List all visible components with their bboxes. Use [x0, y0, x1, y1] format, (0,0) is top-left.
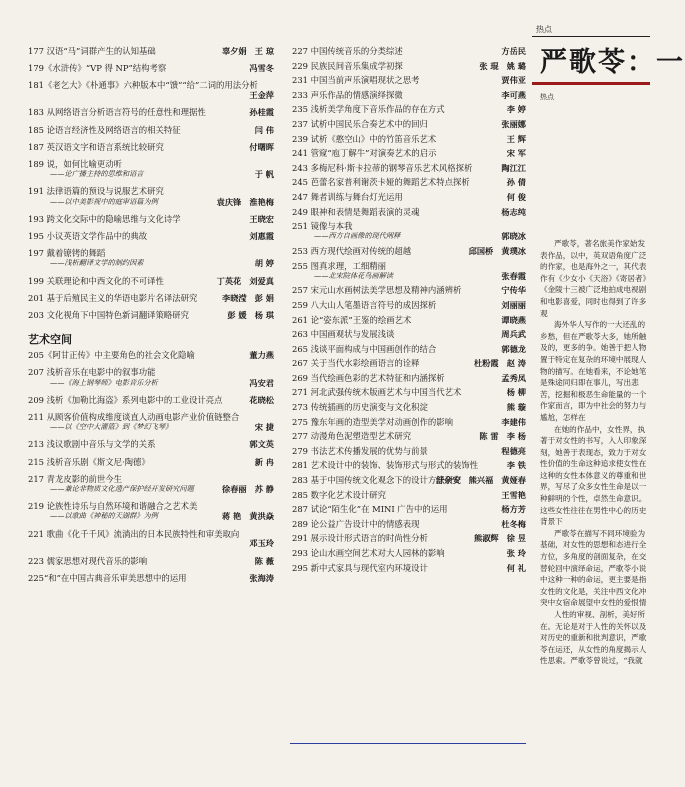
toc-entry-author: 李可燕: [501, 89, 526, 100]
toc-entry[interactable]: [292, 134, 526, 144]
spacer: [28, 269, 274, 276]
side-article-paragraph: 严歌苓，著名旅美作家始发表作品，以中，英双语角度广泛的作家，也是海外之一，其代表作有《少女小《天浴》《寄居者》《金陵十三被广泛地拍成电视剧和电影喜爱，同时也得到了许多观: [540, 239, 647, 318]
toc-entry[interactable]: [28, 367, 274, 387]
toc-entry[interactable]: [292, 104, 526, 114]
toc-entry-author: 冯安君: [249, 377, 274, 388]
toc-entry[interactable]: [292, 387, 526, 397]
toc-entry[interactable]: [292, 163, 526, 173]
toc-entry[interactable]: [28, 107, 274, 117]
spacer: [28, 56, 274, 63]
side-title-bar: [532, 82, 650, 85]
toc-entry[interactable]: [28, 310, 274, 320]
toc-entry-title: 257 宋元山水画树法美学思想及精神内涵辨析: [292, 285, 462, 296]
toc-entry-author: 张丽娜: [501, 118, 526, 129]
toc-entry-author: 邱国桥 黄璞冰: [468, 245, 526, 256]
toc-entry-author: 孙 倩: [506, 177, 526, 188]
toc-entry-author: 李建伟: [501, 416, 526, 427]
toc-entry[interactable]: [28, 457, 274, 467]
toc-entry[interactable]: [292, 119, 526, 129]
toc-entry-title: 187 英汉语文字和语言系统比较研究: [28, 141, 164, 152]
toc-entry[interactable]: [292, 75, 526, 85]
toc-entry[interactable]: [28, 439, 274, 449]
toc-entry-title: 223 儒家思想对现代音乐的影响: [28, 555, 148, 566]
toc-entry-title: 179《水浒传》“VP 得 NP”结构考察: [28, 63, 167, 74]
toc-entry[interactable]: [292, 315, 526, 325]
toc-entry-title: 279 书法艺术传播发展的优势与前景: [292, 445, 428, 456]
toc-entry[interactable]: [292, 475, 526, 485]
toc-entry[interactable]: [292, 90, 526, 100]
toc-entry-title: 283 基于中国传统文化观念下的设计方法研究: [292, 475, 462, 486]
toc-entry-author: 贾伟亚: [501, 75, 526, 86]
toc-entry-author: 孟秀凤: [501, 372, 526, 383]
toc-entry-author: 王雪艳: [501, 489, 526, 500]
toc-entry-title: 271 河北武强传统木版画艺术与中国当代艺术: [292, 387, 462, 398]
toc-entry-author: 郭晓冰: [501, 231, 526, 242]
toc-entry[interactable]: [292, 300, 526, 310]
toc-entry[interactable]: [292, 417, 526, 427]
spacer: [28, 118, 274, 125]
spacer: [28, 450, 274, 457]
toc-entry[interactable]: [28, 276, 274, 286]
toc-entry[interactable]: [292, 246, 526, 256]
toc-entry-title: 231 中国当前声乐演唱现状之思考: [292, 75, 420, 86]
toc-entry-title: 255 图真求理，工细精丽: [292, 260, 387, 271]
spacer: [28, 583, 274, 590]
toc-entry-title: 181《老乞大》《朴通事》六种版本中“馈”“给”二词的用法分析: [28, 80, 258, 91]
toc-entry-author: 彭 媛 杨 琪: [227, 310, 274, 321]
spacer: [28, 100, 274, 107]
spacer: [28, 405, 274, 412]
toc-entry-author: 李 婷: [506, 104, 526, 115]
toc-entry-title: 253 西方现代绘画对传统的超越: [292, 245, 412, 256]
toc-entry-title: 243 多梅尼科·斯卡拉蒂的钢琴音乐艺术风格探析: [292, 162, 473, 173]
toc-entry-subtitle: ——浅析翻译文学的制约因素: [50, 258, 144, 268]
toc-entry-title: 251 镜像与本我: [292, 221, 353, 232]
toc-entry-author: 何 礼: [506, 562, 526, 573]
toc-entry-author: 舒余安 熊兴福 黄娅春: [435, 475, 526, 486]
toc-entry-author: 陈 薇: [254, 555, 274, 566]
spacer: [28, 549, 274, 556]
toc-entry-subtitle: ——论广播主持的思维和语言: [50, 169, 144, 179]
toc-entry-author: 刘丽丽: [501, 299, 526, 310]
toc-entry[interactable]: [28, 214, 274, 224]
toc-entry-title: 227 中国传统音乐的分类综述: [292, 46, 403, 56]
toc-entry-author: 徐春丽 苏 静: [222, 484, 274, 495]
toc-entry[interactable]: [28, 412, 274, 432]
toc-entry-title: 233 声乐作品的情感演绎探微: [292, 89, 403, 100]
toc-entry-author: 张海涛: [249, 572, 274, 583]
toc-entry-author: 王金萍: [249, 90, 274, 101]
spacer: [292, 573, 526, 577]
toc-entry-title: 199 关联理论和中西文化的不可译性: [28, 275, 164, 286]
toc-entry-subtitle: ——以《空中大灌篮》到《梦幻飞琴》: [50, 422, 173, 432]
toc-entry-title: 273 传统插画的历史演变与文化积淀: [292, 402, 428, 413]
toc-entry[interactable]: [28, 159, 274, 179]
toc-entry-author: 刘惠霞: [249, 231, 274, 242]
toc-entry-author: 郭德龙: [501, 343, 526, 354]
spacer: [28, 303, 274, 310]
toc-entry-author: 王 辉: [506, 133, 526, 144]
toc-entry[interactable]: [28, 573, 274, 583]
toc-entry-title: 183 从网络语言分析语言符号的任意性和理据性: [28, 107, 206, 118]
spacer: [28, 432, 274, 439]
toc-entry-title: 285 数字化艺术设计研究: [292, 489, 387, 500]
spacer: [28, 179, 274, 186]
toc-entry-author: 张春霞: [501, 270, 526, 281]
spacer: [28, 224, 274, 231]
toc-entry[interactable]: [292, 402, 526, 412]
side-article-paragraph: 人性的审视、剖析，美好所在。无论是对于人性的关怀以及对历史的重新和批判意识，严歌苓在运还，从女性的角度揭示人性思索。严歌苓曾说过，“我就: [540, 610, 647, 666]
toc-entry-author: 方岳民: [501, 46, 526, 56]
toc-entry-title: 207 浅析音乐在电影中的叙事功能: [28, 367, 156, 378]
toc-entry-author: 陈 雷 李 杨: [479, 431, 526, 442]
toc-entry[interactable]: [292, 61, 526, 71]
toc-entry[interactable]: [28, 529, 274, 549]
toc-entry-title: 249 眼神和表情是舞蹈表演的灵魂: [292, 206, 420, 217]
toc-entry[interactable]: [292, 519, 526, 529]
toc-entry-title: 289 论公益广告设计中的情感表现: [292, 518, 420, 529]
toc-entry-title: 219 论族性诗乐与自然环境和谐融合之艺术美: [28, 501, 198, 512]
toc-entry-author: 杨方芳: [501, 504, 526, 515]
toc-entry[interactable]: [292, 373, 526, 383]
toc-column-right: [292, 46, 526, 577]
toc-entry-title: 205《阿甘正传》中主要角色的社会文化隐喻: [28, 350, 195, 361]
toc-entry-title: 275 豫东年画的造型美学对动画创作的影响: [292, 416, 454, 427]
toc-entry[interactable]: [28, 80, 274, 100]
spacer: [28, 73, 274, 80]
toc-entry-author: 李晓滢 彭 娟: [222, 292, 274, 303]
toc-entry[interactable]: [28, 125, 274, 135]
toc-entry-title: 247 舞者训练与舞台灯光运用: [292, 191, 403, 202]
side-article-paragraph: 严歌苓在描写不同环境验为基础，对女性的思想和态进行全方位，多角度的剖面复杂，在交替轮回中演绎命运，严歌苓小说中这种一种的命运，更主要是指女性的文化是，关注中西文化冲突中女宿命展望中女性的爱恨情: [540, 528, 647, 608]
toc-entry-author: 辜夕娟 王 琼: [222, 46, 274, 56]
toc-entry-title: 177 汉语“马”词群产生的认知基础: [28, 46, 156, 56]
toc-entry-title: 277 动漫角色泥塑造型艺术研究: [292, 431, 412, 442]
toc-entry-author: 宋 军: [506, 148, 526, 159]
toc-entry-author: 袁庆锋 淮艳梅: [216, 196, 274, 207]
toc-entry-author: 宋 捷: [254, 422, 274, 433]
toc-column-left: [28, 46, 274, 590]
toc-entry[interactable]: [292, 548, 526, 558]
toc-entry[interactable]: [28, 395, 274, 405]
toc-entry-author: 孙桂霞: [249, 107, 274, 118]
side-section-tag-2: 热点: [540, 93, 554, 101]
toc-entry-author: 蒋 艳 黄洪焱: [222, 511, 274, 522]
toc-entry-author: 李 铁: [506, 460, 526, 471]
toc-entry-author: 杜冬梅: [501, 518, 526, 529]
toc-entry-title: 267 关于当代水彩绘画语言的诠释: [292, 358, 420, 369]
toc-entry[interactable]: [292, 177, 526, 187]
toc-entry-author: 邓玉玲: [249, 538, 274, 549]
toc-entry-author: 郭文英: [249, 439, 274, 450]
toc-entry[interactable]: [28, 556, 274, 566]
toc-entry-title: 203 文化视角下中国特色新词翻译策略研究: [28, 310, 190, 321]
toc-entry-author: 何 俊: [506, 191, 526, 202]
toc-entry-title: 261 论“姿东派”王鉴的绘画艺术: [292, 314, 412, 325]
toc-entry-author: 谭晓燕: [501, 314, 526, 325]
toc-entry-author: 董力燕: [249, 350, 274, 361]
toc-entry-title: 185 论语言经济性及网络语言的相关特征: [28, 124, 181, 135]
toc-entry[interactable]: [292, 329, 526, 339]
toc-entry-author: 周兵武: [501, 329, 526, 340]
toc-entry-title: 211 从顾客价值构成维度谈直人动画电影产业价值链整合: [28, 412, 240, 423]
spacer: [28, 207, 274, 214]
toc-entry-author: 王晓宏: [249, 213, 274, 224]
toc-entry[interactable]: [292, 285, 526, 295]
toc-entry[interactable]: [292, 533, 526, 543]
spacer: [28, 241, 274, 248]
toc-entry[interactable]: [28, 501, 274, 521]
toc-entry[interactable]: [292, 460, 526, 470]
toc-entry-author: 花晓松: [249, 394, 274, 405]
toc-entry-author: 杨志纯: [501, 206, 526, 217]
toc-entry[interactable]: [292, 46, 526, 56]
toc-entry[interactable]: [28, 293, 274, 303]
toc-entry-title: 215 浅析音乐剧《斯文尼·陶德》: [28, 456, 150, 467]
toc-entry[interactable]: [292, 207, 526, 217]
toc-entry-subtitle: ——以歌曲《神秘的天湖群》为例: [50, 511, 158, 521]
toc-entry-author: 杨 柳: [506, 387, 526, 398]
toc-entry-author: 闫 伟: [254, 124, 274, 135]
spacer: [28, 152, 274, 159]
toc-entry-subtitle: ——北宋院体花鸟画解读: [314, 270, 394, 280]
toc-entry-author: 付曙晖: [249, 141, 274, 152]
toc-entry-author: 丁英花 刘爱真: [216, 275, 274, 286]
side-section-tag: 热点: [536, 25, 552, 34]
toc-entry-title: 225“和”在中国古典音乐审美思想中的运用: [28, 572, 187, 583]
toc-entry-title: 197 戴着镣铐的舞蹈: [28, 248, 106, 259]
side-article-body: [540, 238, 650, 778]
toc-entry[interactable]: [292, 431, 526, 441]
toc-entry-title: 235 浅析美学角度下音乐作品的存在方式: [292, 104, 445, 115]
toc-entry-author: 陶江江: [501, 162, 526, 173]
toc-entry-title: 287 试论“陌生化”在 MINI 广告中的运用: [292, 504, 448, 515]
toc-entry-subtitle: ——西方自画像的现代阐释: [314, 231, 401, 241]
toc-entry[interactable]: [28, 248, 274, 268]
toc-entry[interactable]: [292, 446, 526, 456]
toc-entry[interactable]: [292, 221, 526, 241]
toc-entry-author: 新 冉: [254, 456, 274, 467]
spacer: [28, 494, 274, 501]
toc-entry-title: 209 浅析《加勒比海盗》系列电影中的工业设计亮点: [28, 394, 223, 405]
toc-entry-title: 241 管窥“庖丁解牛”对演奏艺术的启示: [292, 148, 437, 159]
toc-entry[interactable]: [292, 192, 526, 202]
toc-entry[interactable]: [292, 504, 526, 514]
toc-entry-title: 221 歌曲《化千千风》流淌出的日本民族特性和审美取向: [28, 528, 240, 539]
toc-entry-author: 宁传华: [501, 285, 526, 296]
toc-entry-author: 熊淑辉 徐 昱: [474, 533, 526, 544]
toc-entry-title: 229 民族民间音乐集成学初探: [292, 60, 403, 71]
toc-entry-author: 杜粉霞 赵 涛: [474, 358, 526, 369]
toc-entry[interactable]: [28, 231, 274, 241]
spacer: [28, 360, 274, 367]
toc-entry-title: 293 论山水画空间艺术对大人园林的影响: [292, 548, 445, 558]
toc-entry-title: 259 八大山人笔墨语言符号的成因探析: [292, 299, 437, 310]
toc-entry-title: 201 基于后殖民主义的华语电影片名译法研究: [28, 292, 198, 303]
toc-entry-title: 291 展示设计形式语言的时尚性分析: [292, 533, 428, 544]
toc-entry-title: 263 中国画观状与发展浅谈: [292, 329, 395, 340]
toc-entry[interactable]: [28, 186, 274, 206]
toc-entry-title: 195 小议英语文学作品中的典故: [28, 231, 148, 242]
toc-entry-author: 程德亮: [501, 445, 526, 456]
toc-entry[interactable]: [292, 261, 526, 281]
toc-entry-title: 239 试析《憨空山》中的竹笛音乐艺术: [292, 133, 437, 144]
toc-entry-title: 245 芭蕾名家普利谢茨卡娅的舞蹈艺术特点探析: [292, 177, 470, 188]
toc-entry-title: 281 艺术设计中的装饰、装饰形式与形式的装饰性: [292, 460, 479, 471]
toc-entry-author: 熊 璇: [506, 402, 526, 413]
spacer: [28, 566, 274, 573]
toc-entry-title: 213 浅议歌剧中音乐与文学的关系: [28, 439, 156, 450]
toc-entry-title: 269 当代绘画色彩的艺术特征和内涵探析: [292, 372, 445, 383]
toc-entry[interactable]: [28, 63, 274, 73]
toc-entry[interactable]: [28, 142, 274, 152]
toc-entry[interactable]: [292, 490, 526, 500]
spacer: [28, 320, 274, 327]
toc-entry-author: 冯雪冬: [249, 63, 274, 74]
toc-entry[interactable]: [292, 148, 526, 158]
toc-entry-subtitle: ——《海上钢琴师》电影音乐分析: [50, 377, 158, 387]
toc-entry-subtitle: ——以中美影视中的庭审语篇为例: [50, 196, 158, 206]
toc-entry[interactable]: [28, 474, 274, 494]
spacer: [28, 522, 274, 529]
side-article-title: 严歌苓：一: [540, 47, 685, 78]
side-article-paragraph: 在她的作品中，女性界，执著于对女性的书写，入人印象深刻，她善于表现态，致力于对女性价值的生命这种追求使女性在这种的女性本体意义的尊重和世界，写尽了众多女性生命是以一种鲜明的个性，卓然生命意识。这些女性往往在男性中心的历史背景下: [540, 424, 647, 527]
toc-entry-title: 193 跨文化交际中的隐喻思维与文化诗学: [28, 213, 181, 224]
side-top-rule: [532, 36, 650, 37]
toc-entry-author: 胡 婷: [254, 258, 274, 269]
toc-entry-author: 张 琨 姚 璐: [479, 60, 526, 71]
toc-entry[interactable]: [28, 350, 274, 360]
toc-entry-title: 191 法律语篇的预设与说服艺术研究: [28, 186, 164, 197]
pen-underline-mark: [290, 743, 526, 744]
toc-entry[interactable]: [292, 358, 526, 368]
toc-entry-title: 265 浅谈平面构成与中国画创作的结合: [292, 343, 437, 354]
toc-entry-author: 张 玲: [506, 548, 526, 558]
spacer: [28, 467, 274, 474]
toc-entry-title: 189 说，如何比喻更动听: [28, 159, 123, 170]
toc-entry-author: 于 帆: [254, 169, 274, 180]
toc-entry-title: 237 试析中国民乐合奏艺术中的回归: [292, 118, 428, 129]
spacer: [28, 388, 274, 395]
spacer: [28, 286, 274, 293]
toc-entry[interactable]: [28, 46, 274, 56]
side-article-paragraph: 海外华人写作的一大还乱的乡愁，但在严歌苓大多，她所触及的，更多的争。她善于把人物置于特定在复杂的环境中展现人物的描写。在她看来，不论她笔是殊途同归即在事儿，写出悲苦，挖掘和极恶生命能量的一个作家而言，即为中社会的努力与尴尬，怎样在: [540, 320, 647, 422]
toc-entry-title: 217 青龙皮影的前世今生: [28, 473, 123, 484]
toc-entry[interactable]: [292, 344, 526, 354]
section-heading: 艺术空间: [28, 333, 72, 347]
spacer: [28, 135, 274, 142]
toc-entry-subtitle: ——兼论非物质文化遗产保护经开发研究问题: [50, 484, 194, 494]
toc-entry-title: 295 新中式家具与现代室内环境设计: [292, 562, 428, 573]
toc-entry[interactable]: [292, 563, 526, 573]
